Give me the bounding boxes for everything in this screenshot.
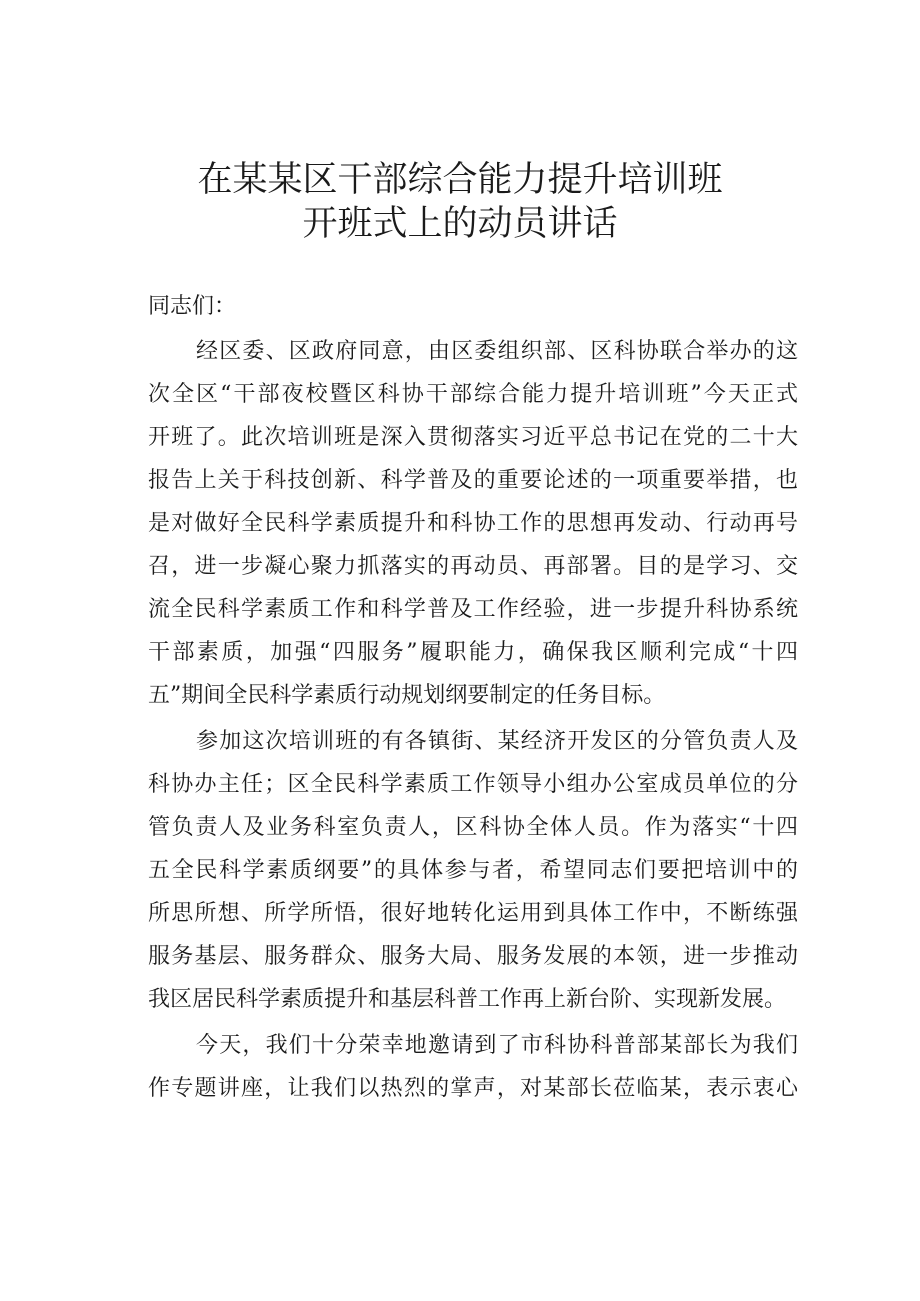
paragraph-2-line-3: 管负责人及业务科室负责人，区科协全体人员。作为落实“十四 [148, 815, 798, 840]
paragraph-2-line-5: 所思所想、所学所悟，很好地转化运用到具体工作中，不断练强 [148, 901, 798, 926]
document-title-line-2: 开班式上的动员讲话 [302, 204, 618, 244]
paragraph-1-line-7: 流全民科学素质工作和科学普及工作经验，进一步提升科协系统 [148, 597, 798, 622]
paragraph-1-line-1: 经区委、区政府同意，由区委组织部、区科协联合举办的这 [196, 339, 798, 364]
paragraph-1-line-2: 次全区“干部夜校暨区科协干部综合能力提升培训班”今天正式 [148, 382, 798, 407]
paragraph-2-line-7: 我区居民科学素质提升和基层科普工作再上新台阶、实现新发展。 [148, 987, 787, 1012]
paragraph-3-line-2: 作专题讲座，让我们以热烈的掌声，对某部长莅临某，表示衷心 [148, 1076, 798, 1101]
paragraph-2-line-6: 服务基层、服务群众、服务大局、服务发展的本领，进一步推动 [148, 944, 798, 969]
paragraph-2-line-1: 参加这次培训班的有各镇街、某经济开发区的分管负责人及 [196, 729, 798, 754]
paragraph-2-line-2: 科协办主任；区全民科学素质工作领导小组办公室成员单位的分 [148, 772, 798, 797]
paragraph-1-line-4: 报告上关于科技创新、科学普及的重要论述的一项重要举措，也 [148, 468, 798, 493]
paragraph-1-line-8: 干部素质，加强“四服务”履职能力，确保我区顺利完成“十四 [148, 640, 798, 665]
paragraph-3-line-1: 今天，我们十分荣幸地邀请到了市科协科普部某部长为我们 [196, 1033, 798, 1058]
document-title-line-1: 在某某区干部综合能力提升培训班 [197, 160, 723, 200]
paragraph-1-line-6: 召，进一步凝心聚力抓落实的再动员、再部署。目的是学习、交 [148, 554, 798, 579]
paragraph-1-line-3: 开班了。此次培训班是深入贯彻落实习近平总书记在党的二十大 [148, 425, 798, 450]
paragraph-1-line-9: 五”期间全民科学素质行动规划纲要制定的任务目标。 [148, 683, 666, 708]
salutation: 同志们： [148, 294, 237, 319]
paragraph-1-line-5: 是对做好全民科学素质提升和科协工作的思想再发动、行动再号 [148, 511, 798, 536]
paragraph-2-line-4: 五全民科学素质纲要”的具体参与者，希望同志们要把培训中的 [148, 858, 798, 883]
